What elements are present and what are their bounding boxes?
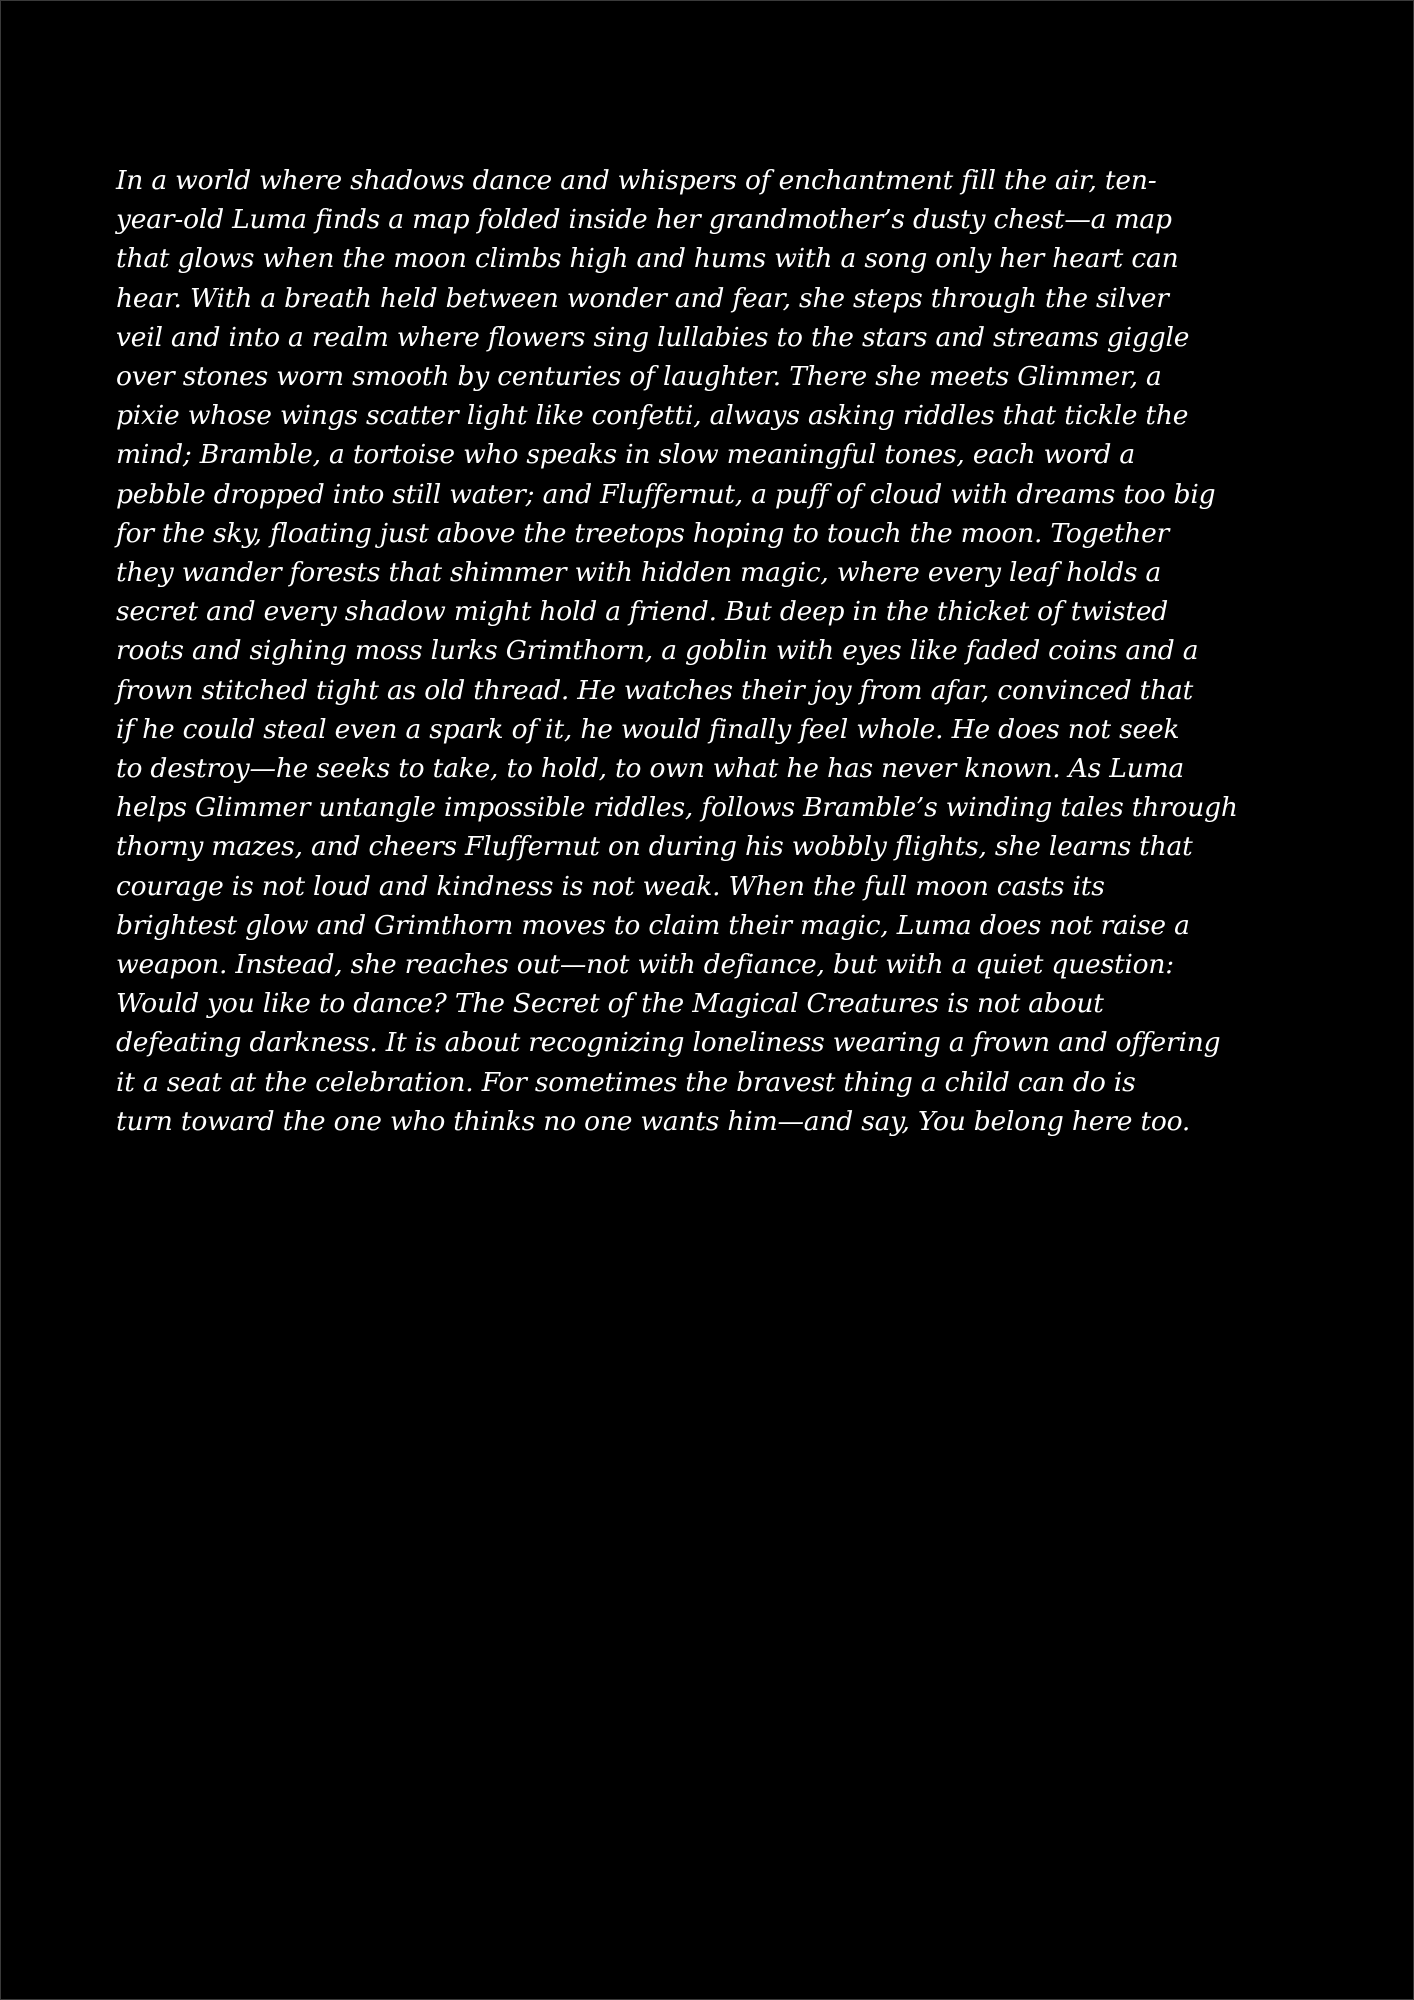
story-line: turn toward the one who thinks no one wants him—and say, You belong here too. bbox=[116, 1105, 1191, 1137]
story-line: to destroy—he seeks to take, to hold, to own what he has never known. As Luma bbox=[116, 753, 1184, 785]
story-line: veil and into a realm where flowers sing lullabies to the stars and streams giggle bbox=[116, 321, 1190, 353]
story-paragraph bbox=[116, 161, 1316, 1141]
story-line: if he could steal even a spark of it, he would finally feel whole. He does not seek bbox=[116, 713, 1180, 745]
story-line: Would you like to dance? The Secret of the Magical Creatures is not about bbox=[116, 988, 1104, 1020]
story-line: mind; Bramble, a tortoise who speaks in slow meaningful tones, each word a bbox=[116, 439, 1135, 471]
story-line: secret and every shadow might hold a friend. But deep in the thicket of twisted bbox=[116, 596, 1169, 628]
story-line: for the sky, floating just above the treetops hoping to touch the moon. Together bbox=[116, 517, 1170, 549]
story-line: pixie whose wings scatter light like confetti, always asking riddles that tickle the bbox=[116, 400, 1189, 432]
story-line: pebble dropped into still water; and Fluffernut, a puff of cloud with dreams too big bbox=[116, 478, 1216, 510]
story-line: frown stitched tight as old thread. He watches their joy from afar, convinced that bbox=[116, 674, 1194, 706]
story-line: weapon. Instead, she reaches out—not with defiance, but with a quiet question: bbox=[116, 949, 1175, 981]
story-line: thorny mazes, and cheers Fluffernut on during his wobbly flights, she learns that bbox=[116, 831, 1193, 863]
story-line: In a world where shadows dance and whispers of enchantment fill the air, ten- bbox=[116, 165, 1157, 196]
story-line: year-old Luma finds a map folded inside her grandmother’s dusty chest—a map bbox=[116, 204, 1172, 236]
story-line: helps Glimmer untangle impossible riddles, follows Bramble’s winding tales through bbox=[116, 792, 1238, 824]
story-line: roots and sighing moss lurks Grimthorn, a goblin with eyes like faded coins and a bbox=[116, 635, 1199, 667]
story-line: defeating darkness. It is about recognizing loneliness wearing a frown and offering bbox=[116, 1027, 1221, 1059]
story-line: courage is not loud and kindness is not weak. When the full moon casts its bbox=[116, 870, 1105, 902]
story-line: that glows when the moon climbs high and hums with a song only her heart can bbox=[116, 243, 1179, 275]
story-line: hear. With a breath held between wonder and fear, she steps through the silver bbox=[116, 282, 1169, 314]
story-line: it a seat at the celebration. For sometimes the bravest thing a child can do is bbox=[116, 1066, 1136, 1098]
story-line: brightest glow and Grimthorn moves to claim their magic, Luma does not raise a bbox=[116, 909, 1190, 941]
story-line: over stones worn smooth by centuries of laughter. There she meets Glimmer, a bbox=[116, 361, 1162, 393]
story-line: they wander forests that shimmer with hidden magic, where every leaf holds a bbox=[116, 557, 1162, 589]
